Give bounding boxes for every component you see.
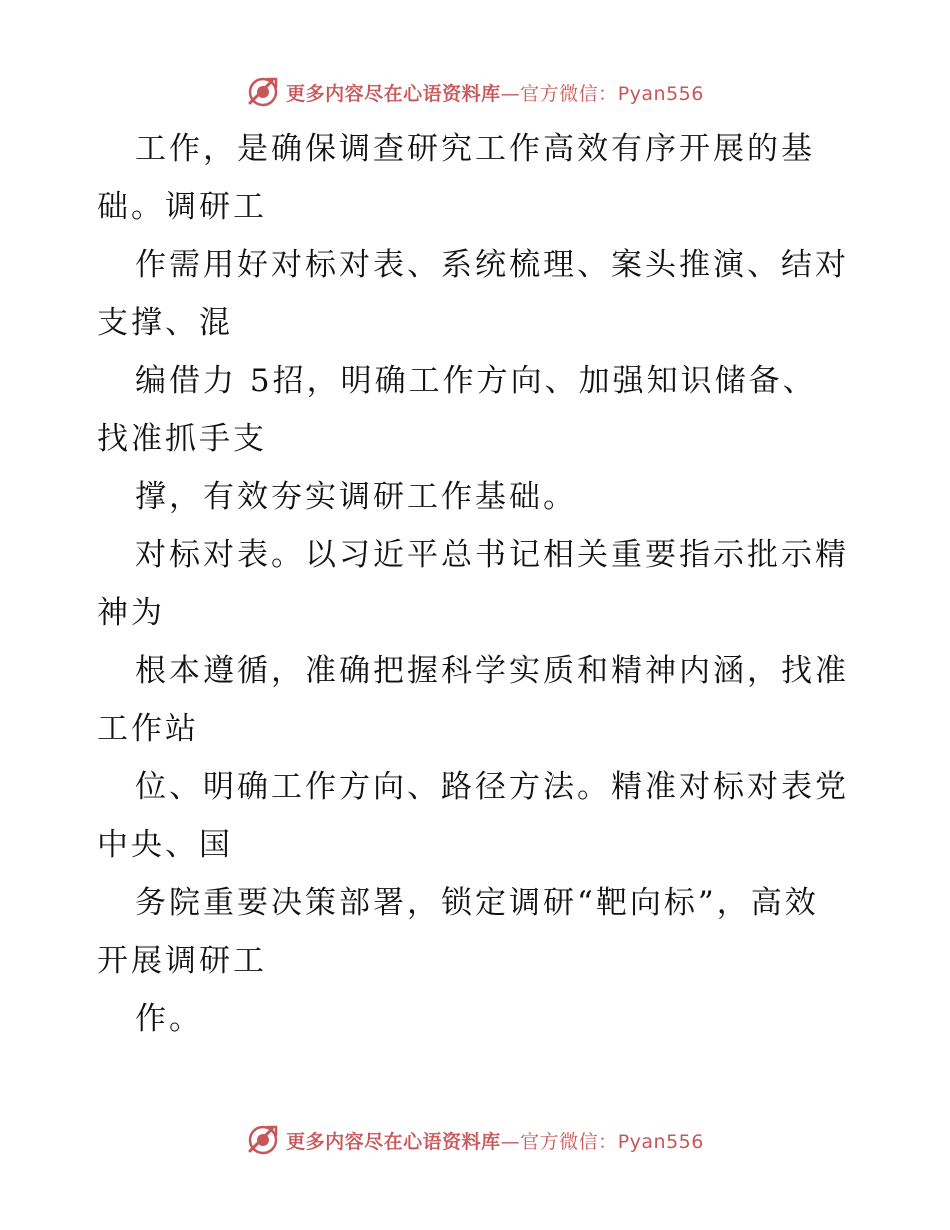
- document-line: 神为: [97, 595, 165, 631]
- header-brand-text: 更多内容尽在心语资料库: [286, 82, 501, 105]
- document-line: 支撑、混: [97, 305, 233, 341]
- brand-logo-icon: [246, 75, 280, 109]
- document-line: 中央、国: [97, 827, 233, 863]
- document-line: 础。调研工: [97, 189, 267, 225]
- document-line: 务院重要决策部署，锁定调研“靶向标”，高效: [135, 885, 819, 921]
- document-line: 作。: [135, 1001, 203, 1037]
- header-banner-text: [286, 79, 704, 106]
- brand-logo-icon: [246, 1123, 280, 1157]
- header-contact-id: Pyan556: [617, 82, 704, 105]
- footer-banner-text: [286, 1127, 704, 1154]
- document-line: 找准抓手支: [97, 421, 267, 457]
- document-line: 作需用好对标对表、系统梳理、案头推演、结对: [135, 247, 849, 283]
- document-line: 编借力 5招，明确工作方向、加强知识储备、: [135, 363, 817, 399]
- document-line: 位、明确工作方向、路径方法。精准对标对表党: [135, 769, 849, 805]
- footer-brand-text: 更多内容尽在心语资料库: [286, 1130, 501, 1153]
- header-separator: —: [500, 82, 521, 105]
- document-line: 根本遵循，准确把握科学实质和精神内涵，找准: [135, 653, 849, 689]
- document-line: 工作，是确保调查研究工作高效有序开展的基: [135, 131, 815, 167]
- footer-contact-label: 官方微信：: [520, 1130, 618, 1153]
- header-contact-label: 官方微信：: [520, 82, 618, 105]
- document-line: 工作站: [97, 711, 199, 747]
- footer-banner: [0, 1120, 950, 1160]
- document-line: 撑，有效夯实调研工作基础。: [135, 479, 577, 515]
- footer-separator: —: [500, 1130, 521, 1153]
- document-body: [97, 120, 867, 1048]
- footer-contact-id: Pyan556: [617, 1130, 704, 1153]
- header-banner: [0, 72, 950, 112]
- document-line: 开展调研工: [97, 943, 267, 979]
- document-line: 对标对表。以习近平总书记相关重要指示批示精: [135, 537, 849, 573]
